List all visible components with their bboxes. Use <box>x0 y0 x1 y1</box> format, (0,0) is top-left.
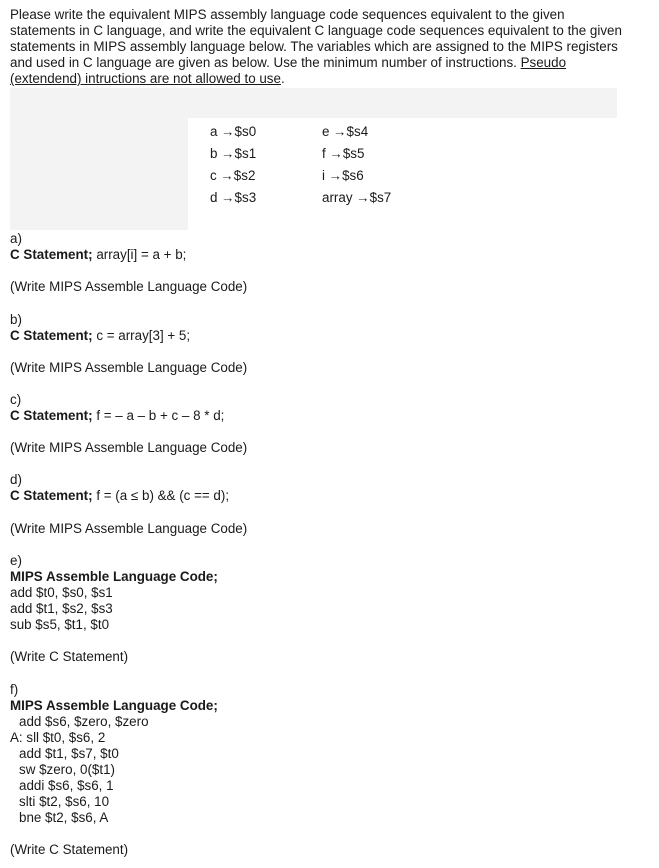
code-line: bne $t2, $s6, A <box>19 810 109 825</box>
question-c-instruction: (Write MIPS Assemble Language Code) <box>10 440 248 455</box>
map-d: d →$s3 <box>210 190 257 205</box>
map-i: i →$s6 <box>322 168 364 183</box>
code-line: add $t1, $s2, $s3 <box>10 601 113 616</box>
question-b-instruction: (Write MIPS Assemble Language Code) <box>10 360 248 375</box>
question-d-statement: f = (a ≤ b) && (c == d); <box>92 488 230 503</box>
c-statement-label: C Statement; <box>10 328 93 343</box>
code-line: A: sll $t0, $s6, 2 <box>10 730 106 745</box>
map-array: array →$s7 <box>322 190 392 205</box>
map-b: b →$s1 <box>210 146 257 161</box>
question-a <box>10 231 186 263</box>
code-line: add $s6, $zero, $zero <box>19 714 149 729</box>
code-line: add $t0, $s0, $s1 <box>10 585 113 600</box>
intro-paragraph <box>10 7 625 87</box>
question-c-statement: f = – a – b + c – 8 * d; <box>92 408 225 423</box>
question-d-letter: d) <box>10 472 22 487</box>
mips-code-label: MIPS Assemble Language Code; <box>10 698 218 713</box>
question-e <box>10 553 218 633</box>
intro-end: . <box>280 71 285 86</box>
register-map-col2 <box>322 123 391 211</box>
c-statement-label: C Statement; <box>10 488 93 503</box>
question-c <box>10 392 224 424</box>
question-a-instruction: (Write MIPS Assemble Language Code) <box>10 279 248 294</box>
question-a-letter: a) <box>10 231 22 246</box>
question-d <box>10 472 229 504</box>
code-line: slti $t2, $s6, 10 <box>19 794 110 809</box>
question-e-letter: e) <box>10 553 22 568</box>
mapping-shade-top <box>10 88 617 118</box>
question-b-letter: b) <box>10 312 22 327</box>
question-f-letter: f) <box>10 682 19 697</box>
question-f-instruction: (Write C Statement) <box>10 842 129 857</box>
register-map-col1 <box>210 123 256 211</box>
map-a: a →$s0 <box>210 124 257 139</box>
question-e-instruction: (Write C Statement) <box>10 649 129 664</box>
map-c: c →$s2 <box>210 168 256 183</box>
mapping-shade-left <box>10 118 188 230</box>
code-line: sub $s5, $t1, $t0 <box>10 617 110 632</box>
map-e: e →$s4 <box>322 124 369 139</box>
question-b <box>10 312 190 344</box>
c-statement-label: C Statement; <box>10 247 93 262</box>
intro-text: Please write the equivalent MIPS assembly language code sequences equivalent to the given statements in C language, and write the equivalent C language code sequences equivalent to the given statements in MIPS assembly language below. The variables which are assigned to the MIPS registers and used in C language are given as below. Use the minimum number of instructions. <box>10 7 622 70</box>
c-statement-label: C Statement; <box>10 408 93 423</box>
mips-code-label: MIPS Assemble Language Code; <box>10 569 218 584</box>
code-line: addi $s6, $s6, 1 <box>19 778 114 793</box>
code-line: sw $zero, 0($t1) <box>19 762 116 777</box>
question-b-statement: c = array[3] + 5; <box>92 328 191 343</box>
question-a-statement: array[i] = a + b; <box>92 247 187 262</box>
question-d-instruction: (Write MIPS Assemble Language Code) <box>10 521 248 536</box>
map-f: f →$s5 <box>322 146 365 161</box>
intro-rule: Pseudo (extendend) intructions are not allowed to use <box>10 55 567 86</box>
question-f <box>10 682 218 826</box>
question-c-letter: c) <box>10 392 22 407</box>
code-line: add $t1, $s7, $t0 <box>19 746 119 761</box>
